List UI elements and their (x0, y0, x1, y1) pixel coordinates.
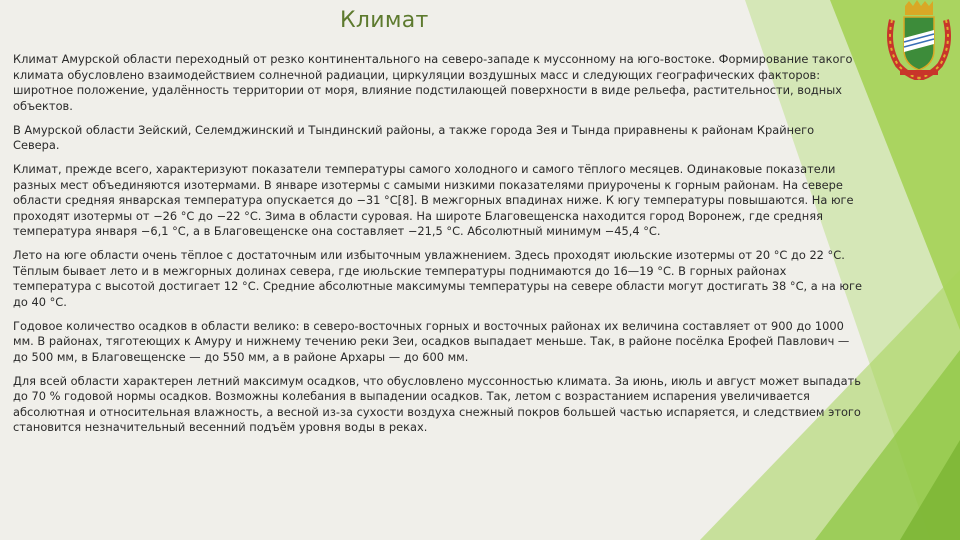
paragraph-far-north: В Амурской области Зейский, Селемджинский и Тындинский районы, а также города Зея и Тында приравнены к районам Крайнего Севера. (13, 122, 815, 153)
paragraph-summer-temperatures: Лето на юге области очень тёплое с достаточным или избыточным увлажнением. Здесь проходят июльские изотермы от 20 °C до 22 °C. Тёплым бывает лето и в межгорных долинах севера, где июльские температуры поднимаются до 16—19 °C. В горных районах температура с высотой достигает 12 °C. Средние абсолютные максимумы температуры на севере области могут достигать 38 °C, а на юге до 40 °C. (13, 248, 863, 309)
paragraph-winter-temperatures: Климат, прежде всего, характеризуют показатели температуры самого холодного и самого тёплого месяцев. Одинаковые показатели разных мест объединяются изотермами. В январе изотермы с самыми низкими показателями приурочены к горным районам. На севере области средняя январская температура опускается до −31 °C[8]. В межгорных впадинах ниже. К югу температуры повышаются. На юге проходят изотермы от −26 °C до −22 °C. Зима в области суровая. На широте Благовещенска находится город Воронеж, где средняя температура января −6,1 °C, а в Благовещенске она составляет −21,5 °C. Абсолютный минимум −45,4 °C. (13, 161, 854, 239)
coat-of-arms-icon (884, 0, 954, 80)
paragraph-precipitation: Годовое количество осадков в области велико: в северо-восточных горных и восточных районах их величина составляет от 900 до 1000 мм. В районах, тяготеющих к Амуру и нижнему течению реки Зеи, осадков выпадает меньше. Так, в районе посёлка Ерофей Павлович — до 500 мм, в Благовещенске — до 550 мм, а в районе Архары — до 600 мм. (13, 318, 850, 364)
slide-title: Климат (340, 8, 429, 33)
slide-body (13, 52, 863, 444)
paragraph-climate-overview: Климат Амурской области переходный от резко континентального на северо-западе к муссонному на юго-востоке. Формирование такого климата обусловлено взаимодействием солнечной радиации, циркуляции воздушных масс и следующих географических факторов: широтное положение, удалённость территории от моря, влияние подстилающей поверхности в виде рельефа, растительности, водных объектов. (13, 52, 853, 113)
paragraph-monsoon: Для всей области характерен летний максимум осадков, что обусловлено муссонностью климата. За июнь, июль и август может выпадать до 70 % годовой нормы осадков. Возможны колебания в выпадении осадков. Так, летом с возрастанием испарения увеличивается абсолютная и относительная влажность, а весной из-за сухости воздуха снежный покров большей частью испаряется, и следствием этого становится незначительный весенний подъём уровня воды в реках. (13, 373, 861, 435)
